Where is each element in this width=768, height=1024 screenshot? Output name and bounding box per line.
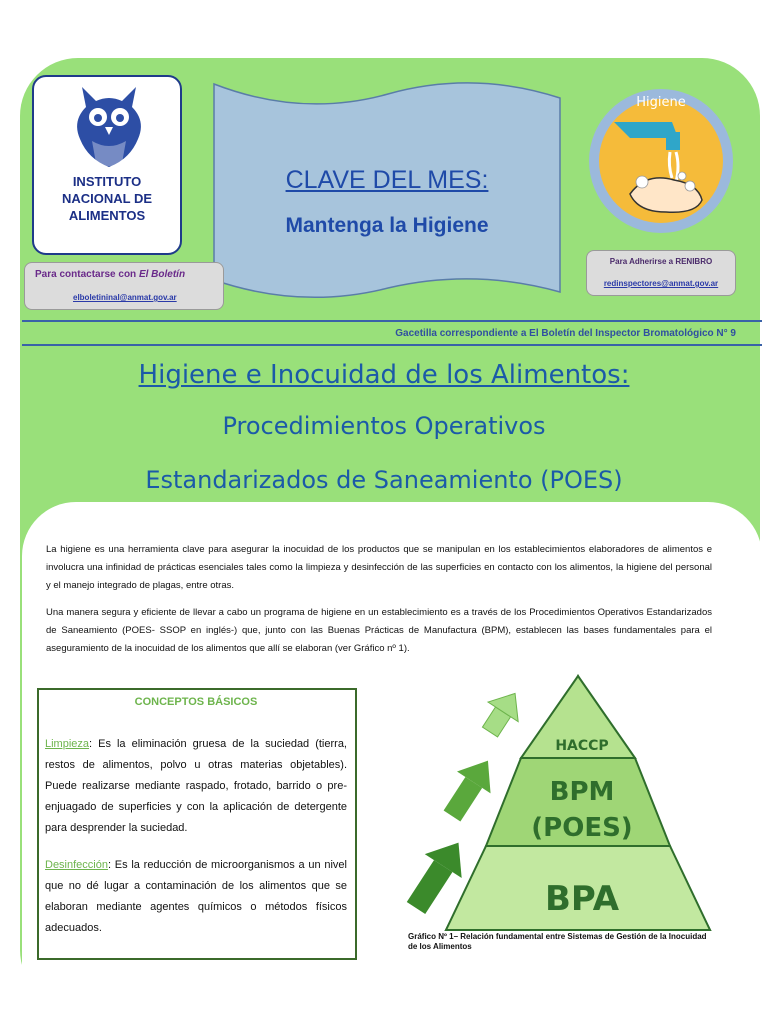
logo-line-3: ALIMENTOS	[68, 208, 146, 223]
logo-line-2: NACIONAL DE	[61, 191, 153, 206]
header-rule-bottom	[22, 344, 762, 346]
main-title: Higiene e Inocuidad de los Alimentos:	[138, 360, 630, 390]
header-rule-top	[22, 320, 762, 322]
contact-label-italic: El Boletín	[138, 269, 186, 280]
pyramid-diagram	[370, 672, 716, 934]
concept-definition: : Es la eliminación gruesa de la suciedad (tierra, restos de alimentos, polvo u otras materias objetables). Puede realizarse mediante raspado, frotado, barrido o pre-enjuagado de superficies y con la aplicación de detergente para desprender la suciedad.	[45, 738, 347, 834]
arrow-up-icon	[435, 750, 504, 827]
contact-renibro-box	[586, 250, 736, 296]
owl-icon	[34, 77, 184, 173]
renibro-email-link[interactable]: redinspectores@anmat.gov.ar	[603, 279, 719, 288]
institute-logo	[32, 75, 182, 255]
contact-label: Para contactarse con	[35, 269, 139, 280]
boletin-email-link[interactable]: elboletininal@anmat.gov.ar	[73, 293, 177, 302]
concepts-box	[37, 688, 357, 960]
concept-desinfeccion	[45, 855, 347, 939]
wavy-banner	[212, 80, 562, 312]
concept-limpieza	[45, 734, 347, 839]
banner-subtitle: Mantenga la Higiene	[285, 214, 489, 237]
higiene-badge-text: Higiene	[636, 95, 686, 110]
pyramid-level-bpm: BPM	[549, 777, 615, 807]
contact-boletin-box	[24, 262, 224, 310]
pyramid-level-poes: (POES)	[531, 813, 633, 843]
concept-term: Desinfección	[45, 859, 108, 871]
concepts-heading: CONCEPTOS BÁSICOS	[134, 696, 258, 708]
pyramid-caption: Gráfico Nº 1– Relación fundamental entre Sistemas de Gestión de la Inocuidad de los Alimentos	[408, 932, 707, 951]
subtitle-line-3: Estandarizados de Saneamiento (POES)	[145, 466, 623, 494]
intro-paragraph-2: Una manera segura y eficiente de llevar a cabo un programa de higiene en un establecimiento es a través de los Procedimientos Operativos Estandarizados de Saneamiento (POES- SSOP en inglés-) que, junto con las Buenas Prácticas de Manufactura (BPM), establecen las bases fundamentales para el aseguramiento de la inocuidad de los alimentos que allí se elaboran (ver Gráfico nº 1).	[46, 607, 712, 654]
renibro-label: Para Adherirse a RENIBRO	[609, 257, 713, 266]
banner-title: CLAVE DEL MES:	[285, 166, 489, 194]
pyramid-level-bpa: BPA	[544, 879, 620, 919]
pyramid-level-haccp: HACCP	[555, 738, 609, 754]
concept-term: Limpieza	[45, 738, 90, 750]
subtitle-line-2: Procedimientos Operativos	[222, 412, 546, 440]
concept-definition: : Es la reducción de microorganismos a un nivel que no dé lugar a contaminación de los alimentos que se elaboran mediante agentes químicos o métodos físicos adecuados.	[45, 859, 347, 934]
handwashing-icon	[586, 86, 736, 236]
intro-paragraph-1: La higiene es una herramienta clave para asegurar la inocuidad de los productos que se manipulan en los establecimientos elaboradores de alimentos e involucra una infinidad de prácticas esenciales tales como la limpieza y desinfección de las superficies en contacto con los alimentos, la higiene del personal y el manejo integrado de plagas, entre otras.	[46, 544, 712, 591]
gacetilla-text: Gacetilla correspondiente a El Boletín del Inspector Bromatológico N° 9	[395, 328, 736, 339]
logo-line-1: INSTITUTO	[72, 174, 142, 189]
arrow-up-icon	[475, 684, 530, 742]
